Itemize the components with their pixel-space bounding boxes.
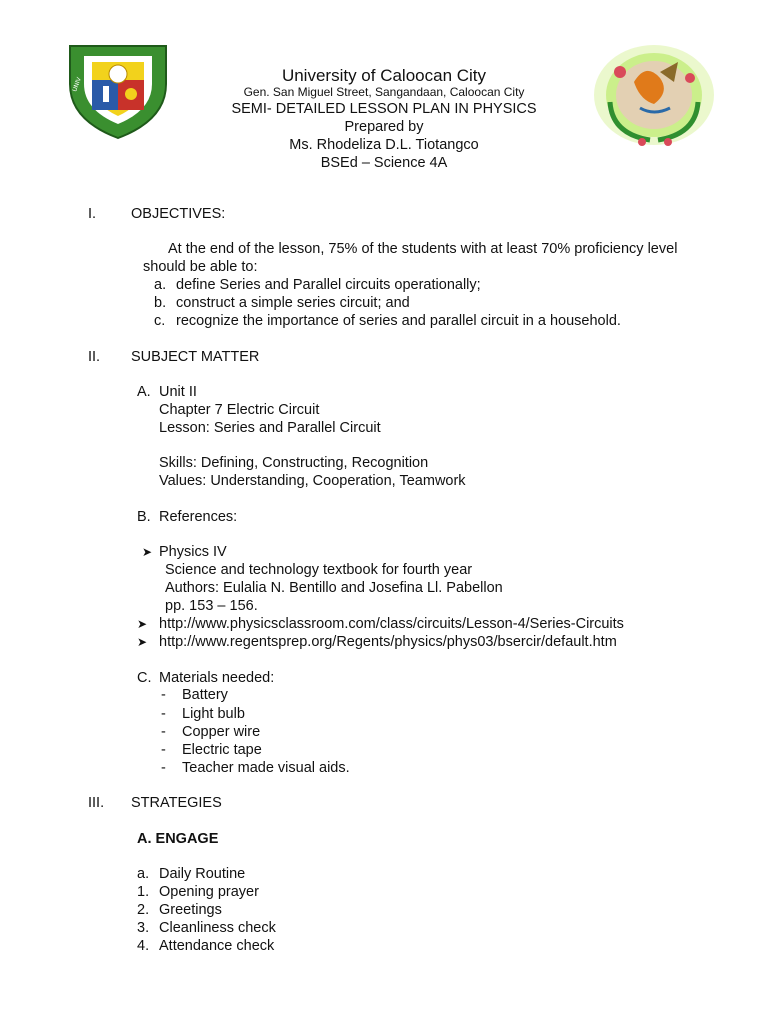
engage-heading: A. ENGAGE bbox=[137, 831, 219, 847]
section-numeral-objectives: I. bbox=[88, 206, 97, 222]
dash-bullet: - bbox=[161, 724, 166, 740]
step-number: 1. bbox=[137, 884, 150, 900]
step-text: Cleanliness check bbox=[159, 920, 276, 936]
chapter-label: Chapter 7 Electric Circuit bbox=[159, 402, 320, 418]
step-text: Greetings bbox=[159, 902, 222, 918]
objective-text: define Series and Parallel circuits operationally; bbox=[176, 277, 481, 293]
arrow-bullet-icon: ➤ bbox=[137, 635, 148, 649]
section-numeral-strategies: III. bbox=[88, 795, 105, 811]
material-item: Electric tape bbox=[182, 742, 262, 758]
reference-book-title: Physics IV bbox=[159, 544, 227, 560]
class-section: BSEd – Science 4A bbox=[320, 155, 448, 171]
materials-heading: Materials needed: bbox=[159, 670, 275, 686]
prepared-by-label: Prepared by bbox=[344, 119, 424, 135]
dash-bullet: - bbox=[161, 706, 166, 722]
material-item: Light bulb bbox=[182, 706, 245, 722]
objective-letter: a. bbox=[154, 277, 167, 293]
step-number: 4. bbox=[137, 938, 150, 954]
objectives-intro-line2: should be able to: bbox=[143, 259, 258, 275]
section-heading-objectives: OBJECTIVES: bbox=[131, 206, 226, 222]
skills-label: Skills: Defining, Constructing, Recognition bbox=[159, 455, 429, 471]
arrow-bullet-icon: ➤ bbox=[137, 617, 148, 631]
objective-text: construct a simple series circuit; and bbox=[176, 295, 410, 311]
objective-letter: c. bbox=[154, 313, 166, 329]
step-number: 2. bbox=[137, 902, 150, 918]
arrow-bullet-icon: ➤ bbox=[142, 545, 153, 559]
reference-book-description: Science and technology textbook for fourth year bbox=[165, 562, 473, 578]
section-heading-subject-matter: SUBJECT MATTER bbox=[131, 349, 260, 365]
svg-text:UNIV: UNIV bbox=[71, 76, 83, 93]
reference-pages: pp. 153 – 156. bbox=[165, 598, 258, 614]
references-heading: References: bbox=[159, 509, 238, 525]
reference-link[interactable]: http://www.physicsclassroom.com/class/circuits/Lesson-4/Series-Circuits bbox=[159, 616, 624, 632]
objective-text: recognize the importance of series and parallel circuit in a household. bbox=[176, 313, 621, 329]
section-heading-strategies: STRATEGIES bbox=[131, 795, 222, 811]
routine-label: Daily Routine bbox=[159, 866, 246, 882]
unit-label: Unit II bbox=[159, 384, 197, 400]
material-item: Battery bbox=[182, 687, 228, 703]
routine-letter: a. bbox=[137, 866, 150, 882]
school-name: University of Caloocan City bbox=[281, 66, 487, 85]
subsection-letter-c: C. bbox=[137, 670, 152, 686]
school-address: Gen. San Miguel Street, Sangandaan, Caloocan City bbox=[243, 85, 525, 99]
objective-letter: b. bbox=[154, 295, 167, 311]
material-item: Teacher made visual aids. bbox=[182, 760, 350, 776]
dash-bullet: - bbox=[161, 742, 166, 758]
teacher-name: Ms. Rhodeliza D.L. Tiotangco bbox=[289, 137, 479, 153]
subsection-letter-a: A. bbox=[137, 384, 151, 400]
step-text: Attendance check bbox=[159, 938, 275, 954]
values-label: Values: Understanding, Cooperation, Teamwork bbox=[159, 473, 466, 489]
section-numeral-subject-matter: II. bbox=[88, 349, 101, 365]
step-number: 3. bbox=[137, 920, 150, 936]
objectives-intro-line1: At the end of the lesson, 75% of the students with at least 70% proficiency level bbox=[168, 241, 678, 257]
dash-bullet: - bbox=[161, 687, 166, 703]
reference-link[interactable]: http://www.regentsprep.org/Regents/physics/phys03/bsercir/default.htm bbox=[159, 634, 617, 650]
subsection-letter-b: B. bbox=[137, 509, 151, 525]
lesson-label: Lesson: Series and Parallel Circuit bbox=[159, 420, 381, 436]
material-item: Copper wire bbox=[182, 724, 261, 740]
dash-bullet: - bbox=[161, 760, 166, 776]
step-text: Opening prayer bbox=[159, 884, 259, 900]
reference-authors: Authors: Eulalia N. Bentillo and Josefina Ll. Pabellon bbox=[165, 580, 503, 596]
plan-title: SEMI- DETAILED LESSON PLAN IN PHYSICS bbox=[231, 101, 537, 117]
